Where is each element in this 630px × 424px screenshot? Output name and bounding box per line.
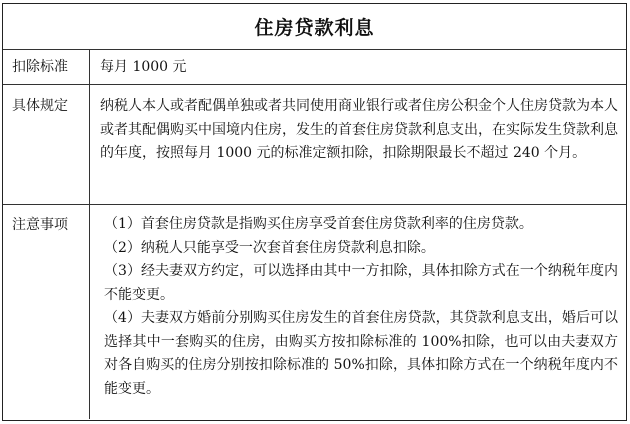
table-row-standard xyxy=(3,50,626,85)
note-item-3: （3）经夫妻双方约定，可以选择由其中一方扣除，具体扣除方式在一个纳税年度内不能变更。 xyxy=(104,263,618,303)
table-title-row xyxy=(3,4,626,50)
row-content-standard: 每月 1000 元 xyxy=(100,59,187,75)
table-title: 住房贷款利息 xyxy=(254,17,375,39)
row-content-notes xyxy=(90,205,626,419)
table-row-notes xyxy=(3,205,626,419)
note-item-2: （2）纳税人只能享受一次套首套住房贷款利息扣除。 xyxy=(104,239,435,256)
note-item-1: （1）首套住房贷款是指购买住房享受首套住房贷款利率的住房贷款。 xyxy=(104,216,533,232)
deduction-table xyxy=(2,3,627,421)
row-label-standard: 扣除标准 xyxy=(3,50,90,84)
row-label-rules: 具体规定 xyxy=(3,85,90,204)
note-item-4: （4）夫妻双方婚前分别购买住房发生的首套住房贷款，其贷款利息支出，婚后可以选择其中一套购买的住房，由购买方按扣除标准的 100%扣除，也可以由夫妻双方对各自购买的住房分别按扣除标准的 50%扣除，具体扣除方式在一个纳税年度内不能变更。 xyxy=(104,310,618,397)
table-row-rules xyxy=(3,85,626,205)
row-content-rules: 纳税人本人或者配偶单独或者共同使用商业银行或者住房公积金个人住房贷款为本人或者其配偶购买中国境内住房，发生的首套住房贷款利息支出，在实际发生贷款利息的年度，按照每月 1000 元的标准定额扣除，扣除期限最长不超过 240 个月。 xyxy=(100,98,618,161)
row-label-notes: 注意事项 xyxy=(3,205,90,419)
